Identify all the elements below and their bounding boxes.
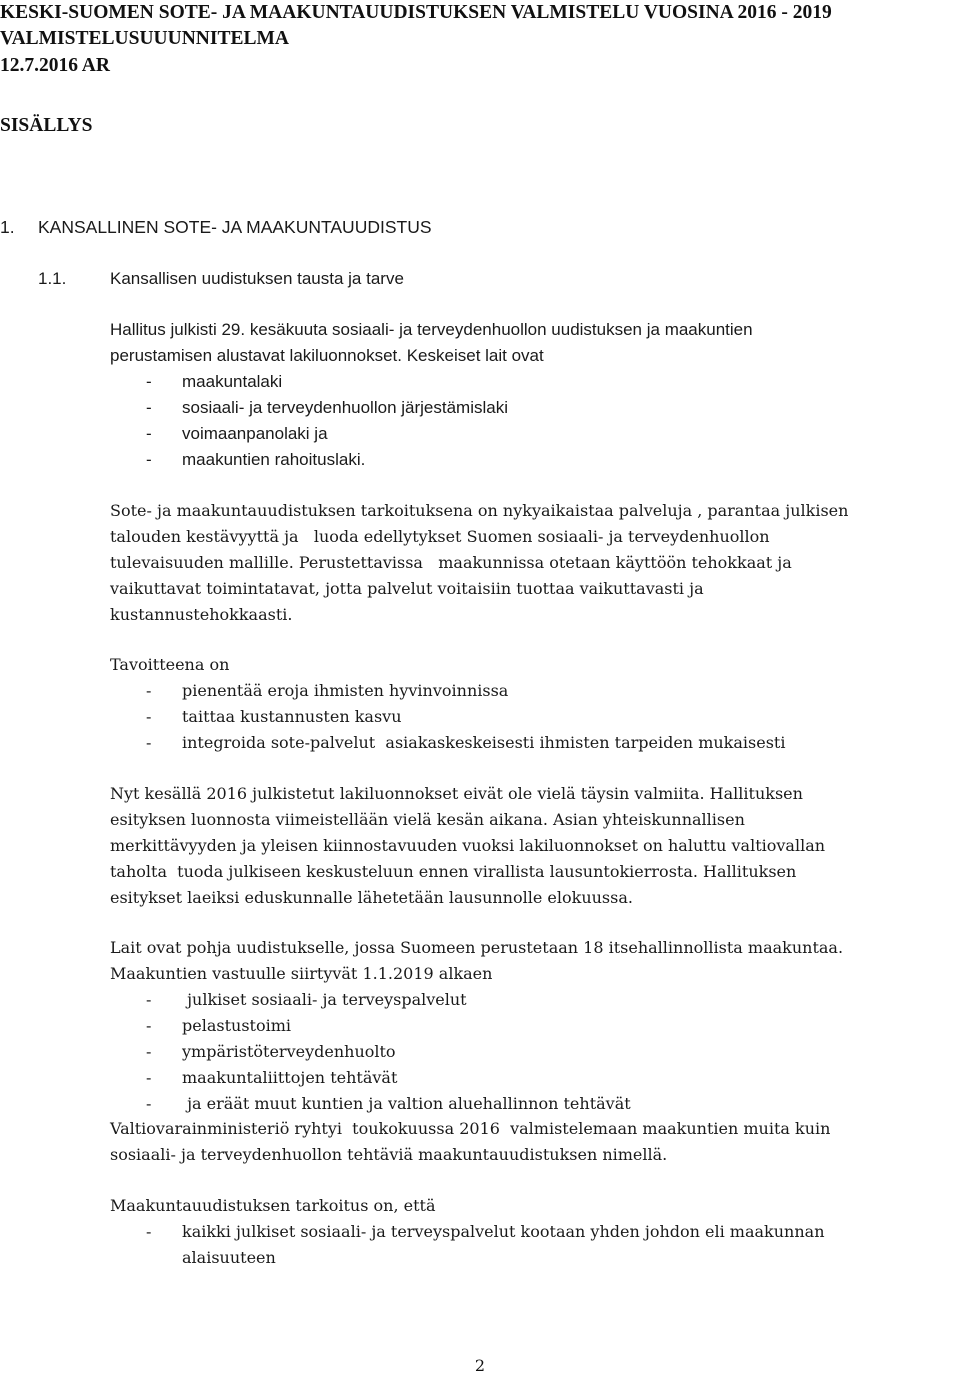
list-item (146, 1219, 825, 1245)
paragraph-line: Nyt kesällä 2016 julkistetut lakiluonnokset eivät ole vielä täysin valmiita. Hallituksen (110, 784, 803, 803)
paragraph-line: Valtiovarainministeriö ryhtyi toukokuussa 2016 valmistelemaan maakuntien muita kuin (110, 1119, 831, 1138)
list-item-text: ympäristöterveydenhuolto (182, 1042, 396, 1061)
list-item (146, 395, 508, 421)
list-dash: - (146, 733, 152, 752)
paragraph-line: sosiaali- ja terveydenhuollon tehtäviä maakuntauudistuksen nimellä. (110, 1145, 668, 1164)
list-dash: - (146, 398, 152, 417)
list-item (146, 421, 328, 447)
paragraph-line: tulevaisuuden mallille. Perustettavissa maakunnissa otetaan käyttöön tehokkaat ja (110, 553, 792, 572)
list-item-text: voimaanpanolaki ja (182, 424, 328, 443)
paragraph-line: taholta tuoda julkiseen keskusteluun ennen virallista lausuntokierrosta. Hallituksen (110, 862, 797, 881)
intro-line: perustamisen alustavat lakiluonnokset. Keskeiset lait ovat (110, 346, 544, 365)
list-item (146, 369, 283, 395)
list-dash: - (146, 707, 152, 726)
intro-line: Hallitus julkisti 29. kesäkuuta sosiaali- ja terveydenhuollon uudistuksen ja maakuntien (110, 320, 753, 339)
list-dash: - (146, 372, 152, 391)
list-item-text: kaikki julkiset sosiaali- ja terveyspalvelut kootaan yhden johdon eli maakunnan (182, 1222, 825, 1241)
list-dash: - (146, 424, 152, 443)
toc-heading: SISÄLLYS (0, 115, 93, 136)
document-date: 12.7.2016 AR (0, 55, 110, 76)
list-item-text: sosiaali- ja terveydenhuollon järjestämislaki (182, 398, 508, 417)
list-dash: - (146, 990, 152, 1009)
goals-heading: Tavoitteena on (110, 655, 230, 674)
document-title-line-1: KESKI-SUOMEN SOTE- JA MAAKUNTAUUDISTUKSEN VALMISTELU VUOSINA 2016 - 2019 (0, 2, 832, 23)
paragraph-line: talouden kestävyyttä ja luoda edellytykset Suomen sosiaali- ja terveydenhuollon (110, 527, 770, 546)
list-dash: - (146, 450, 152, 469)
list-item-text: pienentää eroja ihmisten hyvinvoinnissa (182, 681, 509, 700)
list-item (146, 987, 467, 1013)
section-1-1-title: Kansallisen uudistuksen tausta ja tarve (110, 269, 404, 288)
paragraph-line: esitykset laeiksi eduskunnalle lähetetään lausunnolle elokuussa. (110, 888, 633, 907)
section-1-title: KANSALLINEN SOTE- JA MAAKUNTAUUDISTUS (38, 217, 432, 237)
list-dash: - (146, 1016, 152, 1035)
list-item-text: ja eräät muut kuntien ja valtion aluehallinnon tehtävät (182, 1094, 631, 1113)
list-dash: - (146, 1068, 152, 1087)
list-item-continuation: alaisuuteen (182, 1248, 276, 1267)
list-dash: - (146, 1094, 152, 1113)
list-item-text: integroida sote-palvelut asiakaskeskeisesti ihmisten tarpeiden mukaisesti (182, 733, 786, 752)
list-item-text: pelastustoimi (182, 1016, 291, 1035)
list-dash: - (146, 681, 152, 700)
list-item-text: maakuntalaki (182, 372, 283, 391)
paragraph-line: Lait ovat pohja uudistukselle, jossa Suomeen perustetaan 18 itsehallinnollista maakuntaa. (110, 938, 844, 957)
section-1-number: 1. (0, 217, 15, 237)
list-item (146, 1091, 631, 1117)
list-dash: - (146, 1042, 152, 1061)
list-item (146, 1065, 398, 1091)
list-item-text: julkiset sosiaali- ja terveyspalvelut (182, 990, 467, 1009)
document-title-line-2: VALMISTELUSUUUNNITELMA (0, 28, 289, 49)
list-item (146, 447, 366, 473)
page-number: 2 (474, 1356, 486, 1375)
list-item (146, 1039, 396, 1065)
paragraph-line: Maakuntien vastuulle siirtyvät 1.1.2019 alkaen (110, 964, 493, 983)
aim-heading: Maakuntauudistuksen tarkoitus on, että (110, 1196, 436, 1215)
list-item (146, 1013, 291, 1039)
section-1-1-number: 1.1. (38, 269, 67, 288)
paragraph-line: kustannustehokkaasti. (110, 605, 293, 624)
paragraph-line: merkittävyyden ja yleisen kiinnostavuuden vuoksi lakiluonnokset on haluttu valtiovallan (110, 836, 826, 855)
list-item-text: maakuntaliittojen tehtävät (182, 1068, 398, 1087)
list-item (146, 730, 786, 756)
list-item-text: maakuntien rahoituslaki. (182, 450, 366, 469)
list-item (146, 704, 402, 730)
paragraph-line: esityksen luonnosta viimeistellään vielä kesän aikana. Asian yhteiskunnallisen (110, 810, 745, 829)
list-dash: - (146, 1222, 152, 1241)
list-item (146, 678, 509, 704)
paragraph-line: Sote- ja maakuntauudistuksen tarkoituksena on nykyaikaistaa palveluja , parantaa julkisen (110, 501, 849, 520)
paragraph-line: vaikuttavat toimintatavat, jotta palvelut voitaisiin tuottaa vaikuttavasti ja (110, 579, 704, 598)
list-item-text: taittaa kustannusten kasvu (182, 707, 402, 726)
